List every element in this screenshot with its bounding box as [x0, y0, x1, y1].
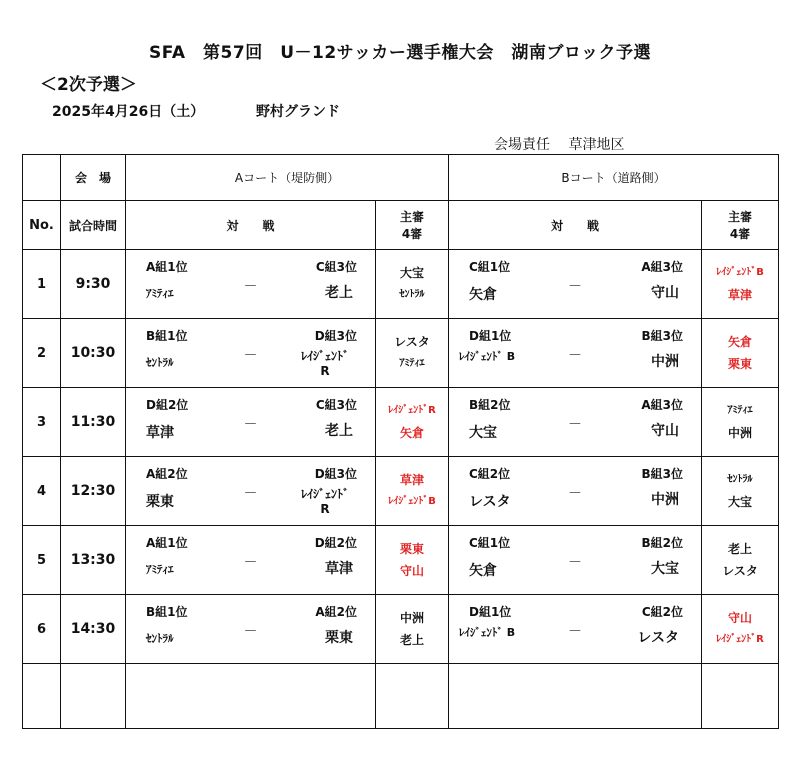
away-team: 老上	[325, 423, 353, 439]
ref-label-fourth: 4審	[729, 227, 751, 241]
fourth-official: ﾚｲｼﾞｪﾝﾄﾞR	[716, 634, 764, 645]
fourth-official: 中洲	[728, 426, 753, 440]
home-team: 草津	[146, 425, 174, 441]
away-seed: B組2位	[641, 536, 683, 550]
home-team: ｱﾐﾃｨｴ	[146, 563, 174, 576]
home-seed: D組2位	[146, 398, 189, 412]
referee-a	[376, 457, 449, 526]
match-a	[126, 319, 376, 388]
home-team: 矢倉	[469, 563, 497, 579]
versus-dash: －	[243, 624, 258, 640]
home-seed: B組1位	[146, 605, 188, 619]
match-time: 9:30	[61, 250, 126, 319]
versus-dash: －	[243, 486, 258, 502]
match-no: 3	[23, 388, 61, 457]
table-row	[23, 250, 779, 319]
match-no: 2	[23, 319, 61, 388]
main-referee: 守山	[728, 611, 753, 625]
referee-b	[702, 250, 779, 319]
versus-dash: －	[568, 279, 582, 295]
home-team: ﾚｲｼﾞｪﾝﾄﾞ B	[458, 626, 516, 639]
match-b	[449, 388, 702, 457]
versus-dash: －	[568, 417, 582, 433]
referee-b	[702, 595, 779, 664]
match-a	[126, 388, 376, 457]
away-seed: A組3位	[641, 398, 683, 412]
header-row-venue	[23, 155, 779, 201]
ref-label-fourth: 4審	[401, 227, 423, 241]
match-time: 11:30	[61, 388, 126, 457]
header-ref-a	[376, 201, 449, 250]
empty-cell	[702, 664, 779, 729]
match-date: 2025年4月26日（土）	[52, 104, 205, 120]
ref-label-main: 主審	[728, 210, 753, 224]
main-referee: 中洲	[399, 611, 424, 625]
header-court-a: Aコート（堤防側）	[126, 155, 449, 201]
match-a	[126, 595, 376, 664]
stage-label: ＜2次予選＞	[40, 75, 137, 95]
home-seed: A組2位	[146, 467, 188, 481]
away-seed: D組3位	[314, 467, 357, 481]
away-seed: C組3位	[315, 260, 357, 274]
match-b	[449, 250, 702, 319]
main-referee: ｱﾐﾃｨｴ	[727, 405, 753, 416]
fourth-official: 老上	[399, 633, 424, 647]
home-seed: C組1位	[469, 260, 511, 274]
home-team: 矢倉	[469, 287, 497, 303]
away-team: 守山	[651, 285, 679, 301]
match-b	[449, 526, 702, 595]
document-title: SFA 第57回 U－12サッカー選手権大会 湖南ブロック予選	[148, 43, 651, 63]
away-seed: C組3位	[315, 398, 357, 412]
versus-dash: －	[568, 486, 582, 502]
home-team: ｱﾐﾃｨｴ	[146, 287, 174, 300]
header-taisen-b: 対 戦	[449, 201, 702, 250]
away-seed: B組3位	[641, 467, 683, 481]
main-referee: 草津	[399, 473, 424, 487]
main-referee: 老上	[728, 542, 753, 556]
ref-label-main: 主審	[399, 210, 424, 224]
fourth-official: 栗東	[728, 357, 753, 371]
away-team: 栗東	[325, 630, 353, 646]
match-no: 6	[23, 595, 61, 664]
home-team: ﾚｲｼﾞｪﾝﾄﾞ B	[458, 350, 516, 363]
header-no: No.	[23, 201, 61, 250]
fourth-official: ｾﾝﾄﾗﾙ	[399, 289, 425, 300]
fourth-official: 大宝	[728, 495, 753, 509]
referee-b	[702, 319, 779, 388]
match-time: 12:30	[61, 457, 126, 526]
versus-dash: －	[568, 555, 582, 571]
match-time: 10:30	[61, 319, 126, 388]
referee-b	[702, 457, 779, 526]
away-team: 守山	[651, 423, 679, 439]
away-seed: D組2位	[314, 536, 357, 550]
referee-b	[702, 526, 779, 595]
fourth-official: 矢倉	[399, 426, 424, 440]
away-team: ﾚｲｼﾞｪﾝﾄﾞ R	[300, 349, 349, 378]
home-team: ｾﾝﾄﾗﾙ	[146, 632, 174, 645]
home-team: ｾﾝﾄﾗﾙ	[146, 356, 174, 369]
away-seed: A組2位	[315, 605, 357, 619]
versus-dash: －	[243, 555, 258, 571]
referee-a	[376, 595, 449, 664]
header-time: 試合時間	[61, 201, 126, 250]
match-b	[449, 595, 702, 664]
venue-name: 野村グランド	[256, 104, 340, 120]
referee-a	[376, 319, 449, 388]
versus-dash: －	[243, 348, 258, 364]
header-row-columns	[23, 201, 779, 250]
home-seed: A組1位	[146, 260, 188, 274]
home-seed: B組2位	[469, 398, 511, 412]
home-seed: D組1位	[469, 329, 512, 343]
versus-dash: －	[243, 279, 258, 295]
fourth-official: ｱﾐﾃｨｴ	[399, 358, 425, 369]
match-a	[126, 250, 376, 319]
versus-dash: －	[568, 348, 582, 364]
fourth-official: 草津	[728, 288, 753, 302]
away-team: ﾚｲｼﾞｪﾝﾄﾞ R	[300, 487, 349, 516]
match-b	[449, 457, 702, 526]
away-team: 老上	[325, 285, 353, 301]
fourth-official: ﾚｲｼﾞｪﾝﾄﾞB	[388, 496, 436, 507]
versus-dash: －	[243, 417, 258, 433]
table-row	[23, 388, 779, 457]
away-team: 草津	[325, 561, 353, 577]
empty-row	[23, 664, 779, 729]
referee-a	[376, 526, 449, 595]
header-kaijo: 会 場	[61, 155, 126, 201]
referee-a	[376, 250, 449, 319]
main-referee: ﾚｲｼﾞｪﾝﾄﾞR	[388, 405, 436, 416]
empty-cell	[61, 664, 126, 729]
home-team: レスタ	[469, 494, 511, 510]
home-team: 大宝	[469, 425, 497, 441]
fourth-official: 守山	[399, 564, 424, 578]
home-team: 栗東	[146, 494, 174, 510]
match-no: 1	[23, 250, 61, 319]
home-seed: C組2位	[469, 467, 511, 481]
table-row	[23, 526, 779, 595]
main-referee: ｾﾝﾄﾗﾙ	[727, 474, 753, 485]
match-a	[126, 457, 376, 526]
main-referee: 矢倉	[728, 335, 753, 349]
referee-b	[702, 388, 779, 457]
match-time: 13:30	[61, 526, 126, 595]
match-time: 14:30	[61, 595, 126, 664]
away-seed: A組3位	[641, 260, 683, 274]
fourth-official: レスタ	[722, 564, 758, 578]
main-referee: 大宝	[399, 266, 424, 280]
header-court-b: Bコート（道路側）	[449, 155, 779, 201]
away-team: 大宝	[651, 561, 679, 577]
home-seed: A組1位	[146, 536, 188, 550]
main-referee: 栗東	[399, 542, 424, 556]
match-no: 5	[23, 526, 61, 595]
match-no: 4	[23, 457, 61, 526]
header-ref-b	[702, 201, 779, 250]
home-seed: D組1位	[469, 605, 512, 619]
empty-cell	[23, 664, 61, 729]
referee-a	[376, 388, 449, 457]
table-row	[23, 457, 779, 526]
home-seed: C組1位	[469, 536, 511, 550]
away-seed: C組2位	[641, 605, 683, 619]
main-referee: ﾚｲｼﾞｪﾝﾄﾞB	[716, 267, 764, 278]
away-team: レスタ	[637, 630, 679, 646]
match-a	[126, 526, 376, 595]
versus-dash: －	[568, 624, 582, 640]
empty-cell	[126, 664, 376, 729]
empty-cell	[376, 664, 449, 729]
schedule-table	[22, 154, 779, 729]
empty-cell	[449, 664, 702, 729]
venue-responsible: 会場責任 草津地区	[494, 137, 625, 153]
away-seed: B組3位	[641, 329, 683, 343]
header-blank	[23, 155, 61, 201]
away-team: 中洲	[651, 354, 679, 370]
table-row	[23, 595, 779, 664]
header-taisen-a: 対 戦	[126, 201, 376, 250]
main-referee: レスタ	[394, 335, 430, 349]
away-team: 中洲	[651, 492, 679, 508]
match-b	[449, 319, 702, 388]
home-seed: B組1位	[146, 329, 188, 343]
away-seed: D組3位	[314, 329, 357, 343]
table-row	[23, 319, 779, 388]
